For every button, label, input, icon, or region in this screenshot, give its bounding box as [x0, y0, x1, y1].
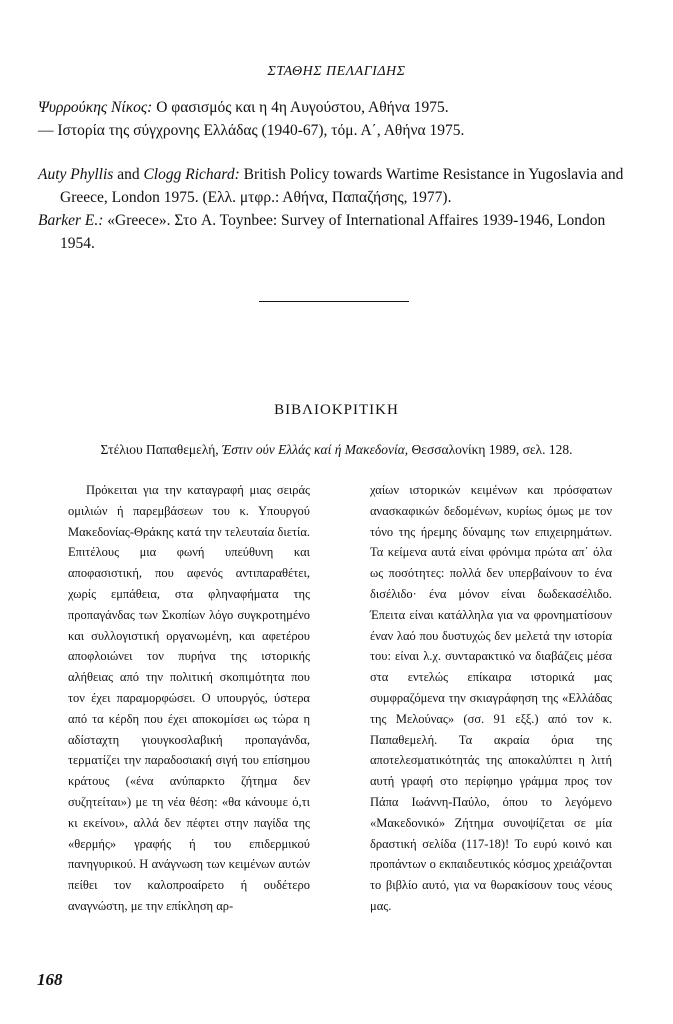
- bib-text: British Policy towards Wartime Resistance in Yugoslavia and Greece, London 1975. (Ελλ. μτφρ.: Αθήνα, Παπαζήσης, 1977).: [60, 166, 624, 206]
- citation-book-title: Έστιν ούν Ελλάς καί ή Μακεδονία,: [222, 442, 409, 457]
- bib-entry: [38, 119, 638, 142]
- review-paragraph: χαίων ιστορικών κειμένων και πρόσφατων ανασκαφικών δεδομένων, κυρίως όμως με τον τόνο της ήρεμης δύναμης των επιχειρημάτων. Τα κείμενα αυτά είναι φρόνιμα πρώτα απ΄ όλα ως ποσότητες: πολλά δεν υπερβαίνουν το ένα δισέλιδο· ένα μόνον είναι δωδεκασέλιδο. Έπειτα είναι κατάλληλα για να φρονηματίσουν έναν λαό που δυστυχώς δεν μελετά την ιστορία του: είναι λ.χ. συνταρακτικό να διαβάζεις μέσα στα εντελώς επίκαιρα ιστορικά μας συμφραζόμενα την σκιαγράφηση της «Ελλάδας της Μελούνας» (σσ. 91 εξξ.) από τον κ. Παπαθεμελή. Τα ακραία όρια της αποτελεσματικότητάς της αποκαλύπτει η λιτή αυτή γραφή στο περίφημο γράμμα προς τον Πάπα Ιωάννη-Παύλο, όπου το λεγόμενο «Μακεδονικό» Ζήτημα συνοψίζεται σε μία δραστική σελίδα (117-18)! Το ευρύ κοινό και προπάντων ο εκπαιδευτικός κόσμος χρειάζονται το βιβλίο αυτό, για να θωρακίσουν τους νέους μας.: [370, 483, 612, 913]
- bib-author: Auty Phyllis: [38, 166, 114, 183]
- section-divider: [259, 301, 409, 302]
- bib-entry: [38, 96, 638, 119]
- bib-text: Ο φασισμός και η 4η Αυγούστου, Αθήνα 1975.: [152, 99, 449, 116]
- citation-details: Θεσσαλονίκη 1989, σελ. 128.: [408, 442, 573, 457]
- review-paragraph: Πρόκειται για την καταγραφή μιας σειράς ομιλιών ή παρεμβάσεων του κ. Υπουργού Μακεδονίας-Θράκης κατά την τελευταία διετία. Επιτέλους μια φωνή υπεύθυνη και αποφασιστική, που αφενός αντιπαραθέτει, χωρίς εμπάθεια, στα φληναφήματα της προπαγάνδας των Σκοπίων λόγο συγκροτημένο και συλλογιστική οργανωμένη, και αφετέρου αποφλοιώνει τον πυρήνα της ιστορικής αλήθειας από την πολιτική σκοπιμότητα που τον έχει παραμορφώσει. Ο υπουργός, ύστερα από τα κέρδη που έχει αποκομίσει ως τώρα η αδίσταχτη γιουγκοσλαβική προπαγάνδα, τερματίζει την παραδοσιακή σιγή του επίσημου κράτους («ένα ανύπαρκτο ζήτημα δεν συζητείται») με τη νέα θέση: «θα κάνουμε ό,τι κι εκείνοι», αλλά δεν πέφτει στην παγίδα της «θερμής» γραφής ή του επιδερμικού πανηγυρικού. Η ανάγνωση των κειμένων αυτών πείθει τον καλοπροαίρετο ή ουδέτερο αναγνώστη, με την επίκληση αρ-: [68, 483, 310, 913]
- bib-author-2: Clogg Richard:: [143, 166, 240, 183]
- bib-entry: [38, 209, 638, 255]
- review-column-left: [68, 480, 310, 917]
- review-column-right: [370, 480, 612, 917]
- review-citation: [0, 442, 673, 458]
- bib-text: — Ιστορία της σύγχρονης Ελλάδας (1940-67), τόμ. Α΄, Αθήνα 1975.: [38, 122, 465, 139]
- bib-author: Ψυρρούκης Νίκος:: [38, 99, 153, 116]
- bibliography-group-2: [38, 163, 638, 255]
- bib-author: Barker E.:: [38, 212, 104, 229]
- page-number: 168: [37, 970, 63, 989]
- citation-author: Στέλιου Παπαθεμελή,: [100, 442, 223, 457]
- running-head: ΣΤΑΘΗΣ ΠΕΛΑΓΙΔΗΣ: [267, 64, 406, 79]
- section-title: ΒΙΒΛΙΟΚΡΙΤΙΚΗ: [274, 402, 399, 418]
- bib-entry: [38, 163, 638, 209]
- bibliography-group-1: [38, 96, 638, 142]
- bib-connector: and: [113, 166, 144, 183]
- bib-text: «Greece». Στο A. Toynbee: Survey of International Affaires 1939-1946, London 1954.: [60, 212, 606, 252]
